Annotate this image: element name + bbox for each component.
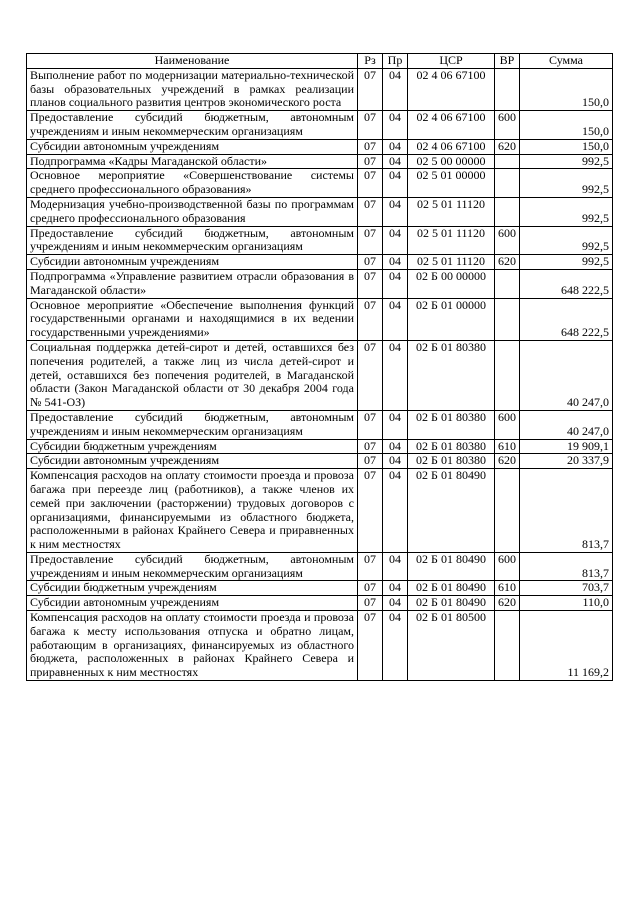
header-name: Наименование xyxy=(27,54,358,69)
row-csr: 02 4 06 67100 xyxy=(408,68,495,110)
row-sum: 150,0 xyxy=(520,139,613,154)
row-pr: 04 xyxy=(383,269,408,298)
table-row xyxy=(27,68,613,110)
row-csr: 02 5 01 11120 xyxy=(408,255,495,270)
row-rz: 07 xyxy=(358,439,383,454)
row-csr: 02 Б 01 80490 xyxy=(408,552,495,581)
table-row xyxy=(27,454,613,469)
row-csr: 02 5 01 11120 xyxy=(408,197,495,226)
row-pr: 04 xyxy=(383,197,408,226)
row-sum: 813,7 xyxy=(520,469,613,553)
row-name: Предоставление субсидий бюджетным, автономным учреждениям и иным некоммерческим организациям xyxy=(27,410,358,439)
table-row xyxy=(27,340,613,410)
row-csr: 02 Б 01 80490 xyxy=(408,596,495,611)
header-vr: ВР xyxy=(495,54,520,69)
row-rz: 07 xyxy=(358,226,383,255)
table-row xyxy=(27,111,613,140)
row-pr: 04 xyxy=(383,581,408,596)
row-name: Субсидии автономным учреждениям xyxy=(27,255,358,270)
table-row xyxy=(27,226,613,255)
row-pr: 04 xyxy=(383,552,408,581)
row-name: Субсидии автономным учреждениям xyxy=(27,596,358,611)
row-name: Субсидии автономным учреждениям xyxy=(27,454,358,469)
row-sum: 992,5 xyxy=(520,169,613,198)
table-row xyxy=(27,581,613,596)
row-name: Выполнение работ по модернизации материально-технической базы образовательных учреждений в рамках реализации планов социального развития центров экономического роста xyxy=(27,68,358,110)
table-row xyxy=(27,596,613,611)
row-vr xyxy=(495,611,520,681)
row-pr: 04 xyxy=(383,454,408,469)
row-rz: 07 xyxy=(358,111,383,140)
row-csr: 02 Б 01 80380 xyxy=(408,340,495,410)
row-pr: 04 xyxy=(383,298,408,340)
row-vr xyxy=(495,169,520,198)
row-rz: 07 xyxy=(358,269,383,298)
row-rz: 07 xyxy=(358,552,383,581)
row-csr: 02 5 01 11120 xyxy=(408,226,495,255)
row-pr: 04 xyxy=(383,410,408,439)
header-sum: Сумма xyxy=(520,54,613,69)
row-vr: 600 xyxy=(495,111,520,140)
table-row xyxy=(27,154,613,169)
row-csr: 02 Б 01 80500 xyxy=(408,611,495,681)
row-pr: 04 xyxy=(383,226,408,255)
row-vr: 620 xyxy=(495,454,520,469)
row-name: Основное мероприятие «Обеспечение выполнения функций государственными органами и находящимися в их ведении государственными учреждениями» xyxy=(27,298,358,340)
row-csr: 02 Б 01 80490 xyxy=(408,581,495,596)
row-rz: 07 xyxy=(358,68,383,110)
budget-table xyxy=(26,53,613,681)
row-pr: 04 xyxy=(383,68,408,110)
row-vr xyxy=(495,469,520,553)
row-csr: 02 4 06 67100 xyxy=(408,111,495,140)
row-csr: 02 5 01 00000 xyxy=(408,169,495,198)
header-csr: ЦСР xyxy=(408,54,495,69)
row-vr xyxy=(495,197,520,226)
row-vr xyxy=(495,340,520,410)
row-rz: 07 xyxy=(358,596,383,611)
table-row xyxy=(27,169,613,198)
row-vr xyxy=(495,68,520,110)
row-name: Основное мероприятие «Совершенствование системы среднего профессионального образования» xyxy=(27,169,358,198)
row-sum: 19 909,1 xyxy=(520,439,613,454)
row-rz: 07 xyxy=(358,454,383,469)
row-sum: 992,5 xyxy=(520,255,613,270)
row-name: Социальная поддержка детей-сирот и детей, оставшихся без попечения родителей, а также лиц из числа детей-сирот и детей, оставшихся без попечения родителей, в Магаданской области (Закон Магаданской области от 30 декабря 2004 года № 541-ОЗ) xyxy=(27,340,358,410)
table-header-row xyxy=(27,54,613,69)
header-pr: Пр xyxy=(383,54,408,69)
row-name: Предоставление субсидий бюджетным, автономным учреждениям и иным некоммерческим организациям xyxy=(27,111,358,140)
row-vr: 620 xyxy=(495,596,520,611)
row-pr: 04 xyxy=(383,169,408,198)
row-csr: 02 5 00 00000 xyxy=(408,154,495,169)
row-rz: 07 xyxy=(358,611,383,681)
row-vr: 600 xyxy=(495,410,520,439)
row-sum: 11 169,2 xyxy=(520,611,613,681)
row-vr xyxy=(495,298,520,340)
row-sum: 992,5 xyxy=(520,197,613,226)
row-vr: 610 xyxy=(495,439,520,454)
row-name: Предоставление субсидий бюджетным, автономным учреждениям и иным некоммерческим организациям xyxy=(27,226,358,255)
row-vr xyxy=(495,269,520,298)
row-csr: 02 Б 00 00000 xyxy=(408,269,495,298)
row-csr: 02 Б 01 80380 xyxy=(408,410,495,439)
row-name: Подпрограмма «Управление развитием отрасли образования в Магаданской области» xyxy=(27,269,358,298)
row-pr: 04 xyxy=(383,340,408,410)
row-pr: 04 xyxy=(383,139,408,154)
row-rz: 07 xyxy=(358,469,383,553)
row-csr: 02 Б 01 80380 xyxy=(408,454,495,469)
row-pr: 04 xyxy=(383,255,408,270)
row-rz: 07 xyxy=(358,169,383,198)
row-pr: 04 xyxy=(383,439,408,454)
budget-document xyxy=(26,53,612,681)
row-rz: 07 xyxy=(358,255,383,270)
row-sum: 40 247,0 xyxy=(520,340,613,410)
row-sum: 648 222,5 xyxy=(520,298,613,340)
row-pr: 04 xyxy=(383,111,408,140)
row-vr: 620 xyxy=(495,255,520,270)
header-rz: Рз xyxy=(358,54,383,69)
row-name: Модернизация учебно-производственной базы по программам среднего профессионального образования xyxy=(27,197,358,226)
table-row xyxy=(27,469,613,553)
row-vr: 620 xyxy=(495,139,520,154)
row-csr: 02 4 06 67100 xyxy=(408,139,495,154)
row-rz: 07 xyxy=(358,197,383,226)
row-name: Субсидии бюджетным учреждениям xyxy=(27,581,358,596)
row-rz: 07 xyxy=(358,298,383,340)
table-row xyxy=(27,255,613,270)
row-sum: 150,0 xyxy=(520,111,613,140)
row-sum: 40 247,0 xyxy=(520,410,613,439)
row-sum: 20 337,9 xyxy=(520,454,613,469)
row-rz: 07 xyxy=(358,410,383,439)
table-row xyxy=(27,439,613,454)
row-csr: 02 Б 01 80490 xyxy=(408,469,495,553)
row-sum: 703,7 xyxy=(520,581,613,596)
row-sum: 813,7 xyxy=(520,552,613,581)
row-sum: 150,0 xyxy=(520,68,613,110)
row-name: Компенсация расходов на оплату стоимости проезда и провоза багажа к месту использования отпуска и обратно лицам, работающим в организациях, финансируемых из областного бюджета, расположенных в районах Крайнего Севера и приравненных к ним местностях xyxy=(27,611,358,681)
row-pr: 04 xyxy=(383,611,408,681)
table-row xyxy=(27,298,613,340)
row-csr: 02 Б 01 80380 xyxy=(408,439,495,454)
row-pr: 04 xyxy=(383,154,408,169)
row-vr: 610 xyxy=(495,581,520,596)
row-rz: 07 xyxy=(358,340,383,410)
row-rz: 07 xyxy=(358,139,383,154)
table-row xyxy=(27,611,613,681)
row-name: Субсидии автономным учреждениям xyxy=(27,139,358,154)
table-row xyxy=(27,139,613,154)
row-pr: 04 xyxy=(383,596,408,611)
row-name: Компенсация расходов на оплату стоимости проезда и провоза багажа при переезде лиц (работников), а также членов их семей при заключении (расторжении) трудовых договоров с организациями, финансируемыми из областного бюджета, расположенными в районах Крайнего Севера и приравненных к ним местностях xyxy=(27,469,358,553)
table-row xyxy=(27,552,613,581)
row-pr: 04 xyxy=(383,469,408,553)
row-name: Субсидии бюджетным учреждениям xyxy=(27,439,358,454)
row-name: Подпрограмма «Кадры Магаданской области» xyxy=(27,154,358,169)
row-csr: 02 Б 01 00000 xyxy=(408,298,495,340)
table-row xyxy=(27,269,613,298)
row-rz: 07 xyxy=(358,154,383,169)
row-vr xyxy=(495,154,520,169)
row-sum: 648 222,5 xyxy=(520,269,613,298)
row-sum: 992,5 xyxy=(520,226,613,255)
row-sum: 992,5 xyxy=(520,154,613,169)
row-vr: 600 xyxy=(495,552,520,581)
row-sum: 110,0 xyxy=(520,596,613,611)
table-row xyxy=(27,410,613,439)
table-row xyxy=(27,197,613,226)
row-vr: 600 xyxy=(495,226,520,255)
row-name: Предоставление субсидий бюджетным, автономным учреждениям и иным некоммерческим организациям xyxy=(27,552,358,581)
row-rz: 07 xyxy=(358,581,383,596)
